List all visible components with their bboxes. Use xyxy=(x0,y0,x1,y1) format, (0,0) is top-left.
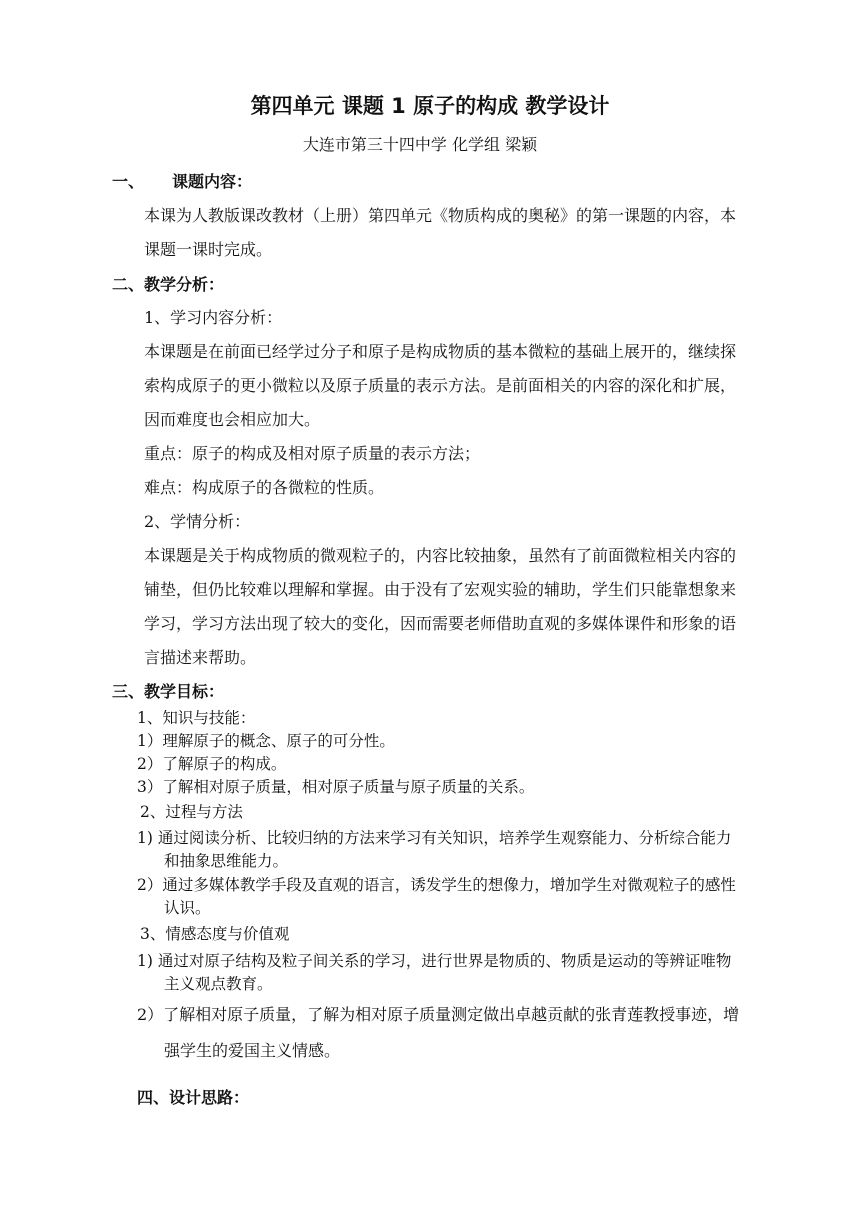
goal-1-item-1: 1）理解原子的概念、原子的可分性。 xyxy=(137,732,395,750)
section-3-heading: 三、教学目标： xyxy=(112,682,225,701)
difficult-point-line: 难点：构成原子的各微粒的性质。 xyxy=(144,478,385,497)
section-4-heading: 四、设计思路： xyxy=(137,1088,250,1107)
goal-1-item-3: 3）了解相对原子质量，相对原子质量与原子质量的关系。 xyxy=(137,778,535,796)
goal-3-heading: 3、情感态度与价值观 xyxy=(140,925,290,943)
section-1-title: 课题内容： xyxy=(172,172,253,191)
section-2-heading: 二、教学分析： xyxy=(112,275,225,294)
section-2-para-2-line-2: 铺垫，但仍比较难以理解和掌握。由于没有了宏观实验的辅助，学生们只能靠想象来 xyxy=(144,580,737,599)
section-1-heading xyxy=(112,169,252,192)
goal-3-item-1-line-2: 主义观点教育。 xyxy=(164,975,273,993)
goal-3-item-1-line-1: 1) 通过对原子结构及粒子间关系的学习，进行世界是物质的、物质是运动的等辨证唯物 xyxy=(137,952,732,970)
goal-2-heading: 2、过程与方法 xyxy=(140,803,243,821)
section-1-line-1: 本课为人教版课改教材（上册）第四单元《物质构成的奥秘》的第一课题的内容，本 xyxy=(144,206,737,225)
section-2-para-1-line-1: 本课题是在前面已经学过分子和原子是构成物质的基本微粒的基础上展开的，继续探 xyxy=(144,342,737,361)
section-2-para-2-line-3: 学习，学习方法出现了较大的变化，因而需要老师借助直观的多媒体课件和形象的语 xyxy=(144,614,737,633)
goal-1-item-2: 2）了解原子的构成。 xyxy=(137,755,287,773)
goal-1-heading: 1、知识与技能： xyxy=(137,709,256,727)
section-2-para-1-line-2: 索构成原子的更小微粒以及原子质量的表示方法。是前面相关的内容的深化和扩展， xyxy=(144,376,737,395)
goal-2-item-1-line-1: 1) 通过阅读分析、比较归纳的方法来学习有关知识，培养学生观察能力、分析综合能力 xyxy=(137,829,732,847)
goal-2-item-1-line-2: 和抽象思维能力。 xyxy=(164,852,289,870)
section-1-number: 一、 xyxy=(112,172,145,191)
section-2-para-2-line-1: 本课题是关于构成物质的微观粒子的，内容比较抽象，虽然有了前面微粒相关内容的 xyxy=(144,546,737,565)
goal-2-item-2-line-1: 2）通过多媒体教学手段及直观的语言，诱发学生的想像力，增加学生对微观粒子的感性 xyxy=(137,876,736,894)
section-1-line-2: 课题一课时完成。 xyxy=(144,240,273,259)
section-2-sub-1: 1、学习内容分析： xyxy=(144,308,283,327)
section-2-para-1-line-3: 因而难度也会相应加大。 xyxy=(144,410,321,429)
key-point-line: 重点：原子的构成及相对原子质量的表示方法； xyxy=(144,444,481,463)
goal-3-item-2-line-2: 强学生的爱国主义情感。 xyxy=(164,1041,341,1060)
section-2-para-2-line-4: 言描述来帮助。 xyxy=(144,648,257,667)
goal-3-item-2-line-1: 2）了解相对原子质量，了解为相对原子质量测定做出卓越贡献的张青莲教授事迹，增 xyxy=(137,1005,740,1024)
section-2-sub-2: 2、学情分析： xyxy=(144,512,251,531)
document-title: 第四单元 课题 1 原子的构成 教学设计 xyxy=(250,94,610,118)
goal-2-item-2-line-2: 认识。 xyxy=(164,899,211,917)
author-line: 大连市第三十四中学 化学组 梁颖 xyxy=(302,135,538,154)
